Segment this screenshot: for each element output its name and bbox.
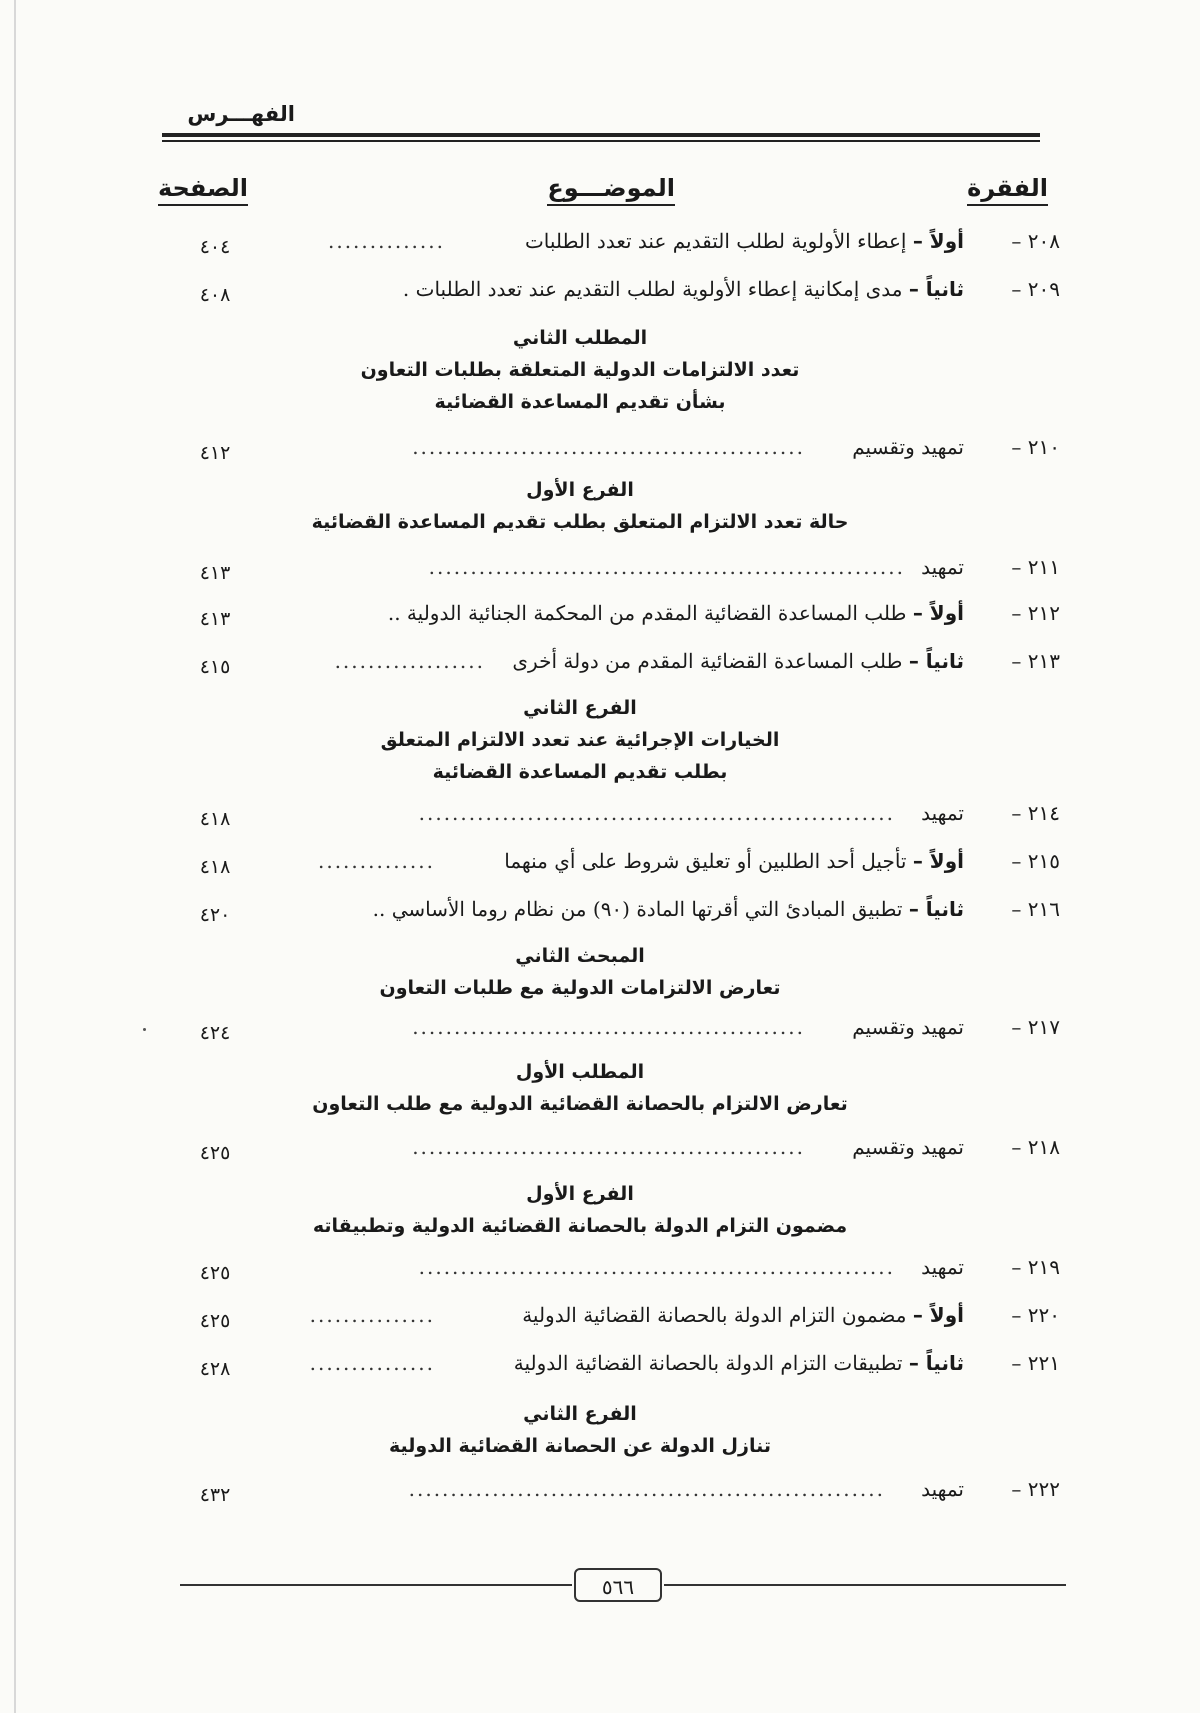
section-title: حالة تعدد الالتزام المتعلق بطلب تقديم المساعدة القضائية [311, 511, 849, 533]
page-edge [14, 0, 16, 1713]
entry-title [852, 1010, 964, 1044]
section-label: الفرع الثاني [523, 697, 637, 719]
entry-text: إعطاء الأولوية لطلب التقديم عند تعدد الطلبات [524, 229, 907, 253]
leader-dots: .............. [317, 849, 435, 873]
entry-page: ٤٢٥ [199, 1142, 231, 1164]
leader-dots: ............................................... [412, 1135, 805, 1159]
section-label: المطلب الأول [515, 1061, 645, 1083]
leader-dots: ......................................................... [418, 801, 895, 825]
entry-title [514, 1346, 964, 1380]
entry-lead: أولاً – [912, 849, 964, 873]
leader-dots: ......................................................... [428, 555, 905, 579]
entry-number: ٢١٥ – [1011, 849, 1060, 873]
entry-title [522, 1298, 964, 1332]
entry-page: ٤٢٥ [199, 1262, 231, 1284]
toc-entry-218 [160, 1130, 1060, 1164]
entry-lead: أولاً – [912, 601, 964, 625]
section-title: مضمون التزام الدولة بالحصانة القضائية الدولية وتطبيقاته [312, 1215, 848, 1237]
entry-number: ٢١٠ – [1011, 435, 1060, 459]
entry-lead: ثانياً – [908, 897, 964, 921]
entry-number: ٢١٨ – [1011, 1135, 1060, 1159]
entry-page: ٤٢٥ [199, 1310, 231, 1332]
section-label: المطلب الثاني [512, 327, 648, 349]
entry-title [921, 1472, 964, 1506]
section-label: الفرع الأول [526, 479, 634, 501]
entry-text: مدى إمكانية إعطاء الأولوية لطلب التقديم عند تعدد الطلبات . [402, 277, 903, 301]
footer-rule-right [664, 1584, 1066, 1586]
entry-text: تمهيد وتقسيم [852, 435, 964, 459]
entry-page: ٤١٣ [199, 608, 231, 630]
entry-title [852, 1130, 964, 1164]
section-heading-matlab-2 [300, 322, 860, 418]
section-heading-far-2b [300, 1398, 860, 1462]
leader-dots: .................. [334, 649, 485, 673]
page-number: ٥٦٦ [574, 1568, 662, 1602]
entry-page: ٤٣٢ [199, 1484, 231, 1506]
entry-page: ٤٢٠ [199, 904, 231, 926]
leader-dots: ............................................... [412, 435, 805, 459]
entry-text: تمهيد [921, 555, 964, 579]
entry-lead: أولاً – [912, 1303, 964, 1327]
column-head-subject: الموضـــوع [547, 174, 675, 206]
entry-page: ٤١٨ [199, 856, 231, 878]
section-title: تعارض الالتزام بالحصانة القضائية الدولية مع طلب التعاون [312, 1093, 848, 1115]
entry-lead: ثانياً – [908, 649, 964, 673]
entry-page: ٤٢٨ [199, 1358, 231, 1380]
entry-lead: ثانياً – [908, 277, 964, 301]
entry-number: ٢١٦ – [1011, 897, 1060, 921]
footer-rule-left [180, 1584, 572, 1586]
entry-title [512, 644, 964, 678]
header-rule [162, 133, 1040, 137]
leader-dots: ............... [309, 1351, 435, 1375]
entry-number: ٢١٩ – [1011, 1255, 1060, 1279]
toc-entry-219 [160, 1250, 1060, 1284]
toc-entry-217 [160, 1010, 1060, 1044]
entry-page: ٤٠٨ [199, 284, 231, 306]
entry-text: تمهيد وتقسيم [852, 1135, 964, 1159]
toc-entry-220 [160, 1298, 1060, 1332]
entry-number: ٢٢٢ – [1011, 1477, 1060, 1501]
column-head-paragraph: الفقرة [967, 174, 1048, 206]
entry-number: ٢١٤ – [1011, 801, 1060, 825]
entry-number: ٢٠٨ – [1011, 229, 1060, 253]
leader-dots: ......................................................... [408, 1477, 885, 1501]
entry-text: مضمون التزام الدولة بالحصانة القضائية الدولية [522, 1303, 907, 1327]
entry-page: ٤٠٤ [199, 236, 231, 258]
header-rule-thin [162, 140, 1040, 142]
section-title: تعارض الالتزامات الدولية مع طلبات التعاون [379, 977, 781, 999]
entry-text: تمهيد وتقسيم [852, 1015, 964, 1039]
toc-entry-212 [160, 596, 1060, 630]
toc-entry-221 [160, 1346, 1060, 1380]
entry-title [921, 796, 964, 830]
toc-entry-210 [160, 430, 1060, 464]
entry-number: ٢٢١ – [1011, 1351, 1060, 1375]
toc-entry-214 [160, 796, 1060, 830]
entry-title [373, 892, 964, 926]
section-label: الفرع الأول [526, 1183, 634, 1205]
entry-number: ٢٢٠ – [1011, 1303, 1060, 1327]
entry-number: ٢١٧ – [1011, 1015, 1060, 1039]
entry-title [525, 224, 964, 258]
running-head: الفهـــرس [187, 102, 295, 126]
toc-entry-209 [160, 272, 1060, 306]
section-title: الخيارات الإجرائية عند تعدد الالتزام المتعلق [380, 729, 780, 751]
column-head-page: الصفحة [158, 174, 248, 206]
leader-dots: ......................................................... [418, 1255, 895, 1279]
entry-text: تمهيد [921, 1477, 964, 1501]
entry-lead: ثانياً – [908, 1351, 964, 1375]
entry-title [388, 596, 964, 630]
entry-page: ٤٢٤ [199, 1022, 231, 1044]
section-label: الفرع الثاني [523, 1403, 637, 1425]
section-heading-mabhath-2 [300, 940, 860, 1004]
toc-entry-216 [160, 892, 1060, 926]
entry-page: ٤١٨ [199, 808, 231, 830]
scan-speck [143, 1028, 146, 1031]
entry-lead: أولاً – [912, 229, 964, 253]
toc-entry-208 [160, 224, 1060, 258]
toc-entry-213 [160, 644, 1060, 678]
section-label: المبحث الثاني [515, 945, 645, 967]
entry-page: ٤١٢ [199, 442, 231, 464]
entry-title [921, 1250, 964, 1284]
toc-entry-215 [160, 844, 1060, 878]
toc-entry-222 [160, 1472, 1060, 1506]
section-title: تنازل الدولة عن الحصانة القضائية الدولية [389, 1435, 771, 1457]
entry-title [504, 844, 964, 878]
section-title: بطلب تقديم المساعدة القضائية [432, 761, 728, 783]
leader-dots: ............... [309, 1303, 435, 1327]
entry-text: تمهيد [921, 1255, 964, 1279]
entry-page: ٤١٣ [199, 562, 231, 584]
entry-number: ٢١٢ – [1011, 601, 1060, 625]
entry-text: تمهيد [921, 801, 964, 825]
entry-text: تطبيقات التزام الدولة بالحصانة القضائية الدولية [513, 1351, 903, 1375]
leader-dots: ............................................... [412, 1015, 805, 1039]
entry-number: ٢٠٩ – [1011, 277, 1060, 301]
entry-text: تأجيل أحد الطلبين أو تعليق شروط على أي منهما [504, 849, 907, 873]
leader-dots: .............. [327, 229, 445, 253]
section-title: تعدد الالتزامات الدولية المتعلقة بطلبات التعاون [360, 359, 800, 381]
entry-number: ٢١٣ – [1011, 649, 1060, 673]
section-heading-far-1b [300, 1178, 860, 1242]
toc-entry-211 [160, 550, 1060, 584]
section-heading-matlab-1 [300, 1056, 860, 1120]
entry-text: تطبيق المبادئ التي أقرتها المادة (٩٠) من نظام روما الأساسي .. [372, 897, 903, 921]
entry-text: طلب المساعدة القضائية المقدم من دولة أخرى [512, 649, 903, 673]
entry-page: ٤١٥ [199, 656, 231, 678]
entry-title [403, 272, 964, 306]
section-heading-far-2 [300, 692, 860, 788]
entry-title [852, 430, 964, 464]
entry-number: ٢١١ – [1011, 555, 1060, 579]
section-title: بشأن تقديم المساعدة القضائية [434, 391, 726, 413]
entry-title [921, 550, 964, 584]
section-heading-far-1 [300, 474, 860, 538]
entry-text: طلب المساعدة القضائية المقدم من المحكمة الجنائية الدولية .. [387, 601, 907, 625]
